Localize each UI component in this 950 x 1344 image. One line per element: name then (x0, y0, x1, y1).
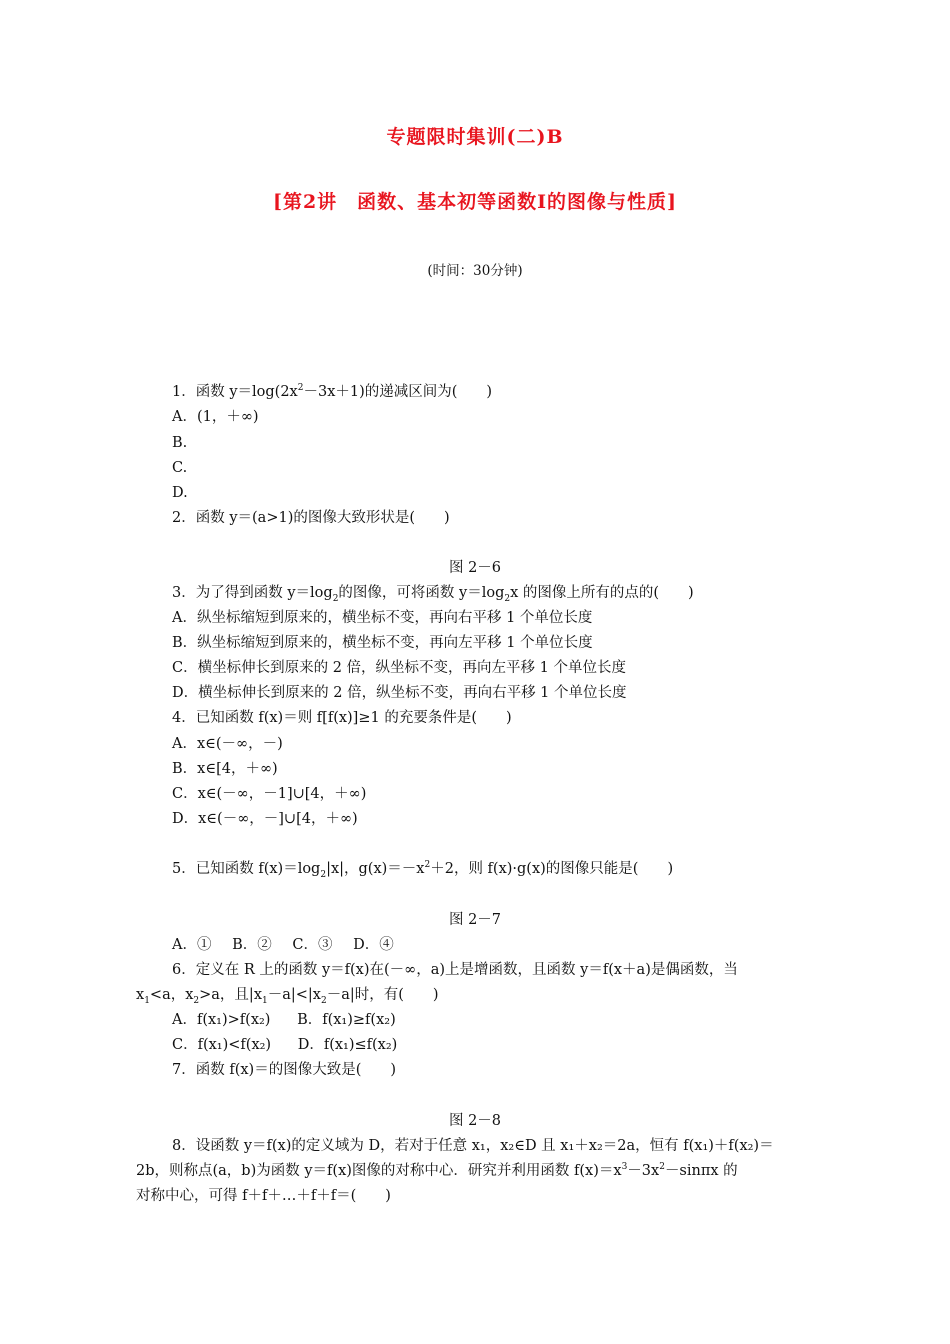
q3-option-d: D．横坐标伸长到原来的 2 倍，纵坐标不变，再向右平移 1 个单位长度 (172, 685, 627, 701)
q4-option-a: A．x∈(－∞，－) (172, 736, 283, 752)
q4-option-b: B．x∈[4，＋∞) (172, 761, 278, 777)
q6-stem-line2: $x_1<a$，$x_2>a$，且$|x_1-a|<|x_2-a|$时，有( ) (136, 987, 439, 1006)
q6-options-row2 (172, 1035, 397, 1055)
figure-caption-2-8: 图 2－8 (448, 1113, 502, 1129)
q1-stem: 1．函数 $y=\log(2x^2-3x+1)$的递减区间为( ) (172, 383, 493, 400)
page-title: 专题限时集训(二)B (386, 126, 564, 148)
q8-stem-line3: 对称中心，可得 f＋f＋…＋f＋f＝( ) (136, 1188, 391, 1204)
q4-stem: 4．已知函数 f(x)＝则 f[f(x)]≥1 的充要条件是( ) (172, 710, 512, 726)
q3-option-b: B．纵坐标缩短到原来的，横坐标不变，再向左平移 1 个单位长度 (172, 635, 593, 651)
q6-stem-line1: 6．定义在 R 上的函数 y＝f(x)在(－∞，a)上是增函数，且函数 y＝f(x＋a)是偶函数，当 (172, 962, 738, 978)
q8-stem-line1: 8．设函数 y＝f(x)的定义域为 D，若对于任意 x₁，x₂∈D 且 x₁＋x₂＝2a，恒有 f(x₁)＋f(x₂)＝ (172, 1138, 774, 1154)
q5-stem: 5．已知函数 $f(x)=\log_2|x|$，$g(x)=-x^2+2$，则 f(x)·g(x)的图像只能是( ) (172, 860, 674, 880)
q5-options (172, 935, 394, 955)
q5-option-d: D．④ (353, 937, 394, 953)
q3-option-c: C．横坐标伸长到原来的 2 倍，纵坐标不变，再向左平移 1 个单位长度 (172, 660, 626, 676)
time-limit: (时间：30分钟) (427, 263, 523, 279)
q5-option-a: A．① (172, 937, 212, 953)
figure-caption-2-7: 图 2－7 (448, 912, 502, 928)
lecture-subtitle: [第2讲 函数、基本初等函数Ⅰ的图像与性质] (272, 191, 678, 213)
q8-stem-line2: 2b，则称点(a，b)为函数 y＝f(x)图像的对称中心．研究并利用函数 $f(x)=x^3-3x^2-\sin\pi x$ 的 (136, 1162, 738, 1179)
q7-stem: 7．函数 f(x)＝的图像大致是( ) (172, 1062, 397, 1078)
q1-option-b: B. (172, 435, 188, 451)
q5-option-c: C．③ (292, 937, 333, 953)
q4-option-d: D．x∈(－∞，－]∪[4，＋∞) (172, 811, 358, 827)
q5-option-b: B．② (232, 937, 272, 953)
q3-stem: 3．为了得到函数 $y=\log_2$的图像，可将函数 $y=\log_2x$ 的图像上所有的点的( ) (172, 585, 694, 604)
q6-options-row1 (172, 1010, 396, 1030)
figure-caption-2-6: 图 2－6 (448, 560, 502, 576)
q6-option-b: B．f(x₁)≥f(x₂) (297, 1012, 396, 1028)
q6-option-c: C．f(x₁)<f(x₂) (172, 1037, 272, 1053)
q6-option-a: A．f(x₁)>f(x₂) (172, 1012, 271, 1028)
q2-stem: 2．函数 y＝(a>1)的图像大致形状是( ) (172, 510, 450, 526)
q1-option-d: D. (172, 485, 188, 501)
q1-option-a: A．(1，＋∞) (172, 409, 259, 425)
q3-option-a: A．纵坐标缩短到原来的，横坐标不变，再向右平移 1 个单位长度 (172, 610, 593, 626)
q6-option-d: D．f(x₁)≤f(x₂) (297, 1037, 398, 1053)
q4-option-c: C．x∈(－∞，－1]∪[4，＋∞) (172, 786, 367, 802)
q1-option-c: C. (172, 460, 188, 476)
